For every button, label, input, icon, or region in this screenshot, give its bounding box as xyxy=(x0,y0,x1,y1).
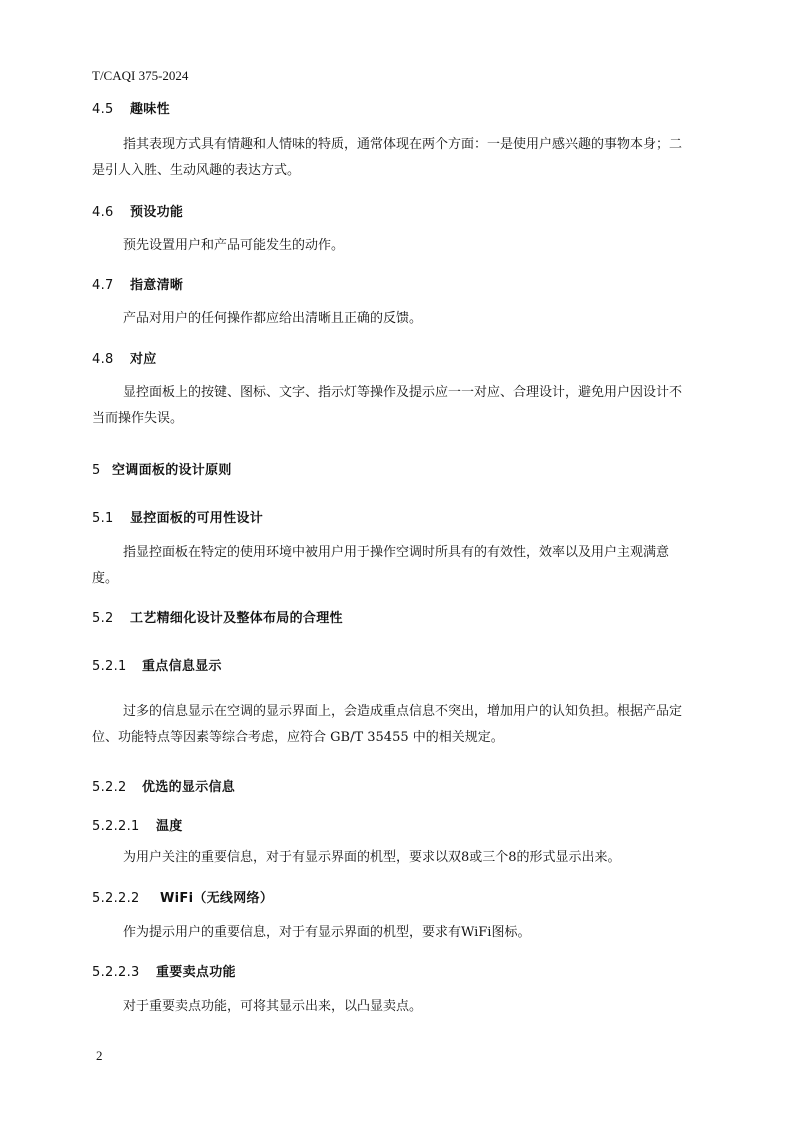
section-title: 指意清晰 xyxy=(130,278,184,293)
paragraph-5-2-1-line1: 过多的信息显示在空调的显示界面上，会造成重点信息不突出，增加用户的认知负担。根据产品定 xyxy=(123,704,683,719)
section-title: 工艺精细化设计及整体布局的合理性 xyxy=(130,611,343,626)
paragraph-5-1-line2: 度。 xyxy=(92,571,119,586)
heading-5-1 xyxy=(92,507,263,526)
paragraph-5-2-1-line2: 位、功能特点等因素等综合考虑，应符合 GB/T 35455 中的相关规定。 xyxy=(92,730,504,745)
paragraph-4-5-line1: 指其表现方式具有情趣和人情味的特质，通常体现在两个方面：一是使用户感兴趣的事物本身；二 xyxy=(123,137,683,152)
section-title: 预设功能 xyxy=(130,205,184,220)
paragraph-5-1-line1: 指显控面板在特定的使用环境中被用户用于操作空调时所具有的有效性，效率以及用户主观满意 xyxy=(123,545,670,560)
section-number: 4.8 xyxy=(92,352,114,367)
heading-5 xyxy=(92,459,232,478)
section-number: 5.2.2 xyxy=(92,780,127,795)
heading-4-5 xyxy=(92,98,170,117)
section-number: 5.2.1 xyxy=(92,659,127,674)
section-title: 趣味性 xyxy=(130,102,170,117)
section-number: 5.2 xyxy=(92,611,114,626)
heading-5-2-1 xyxy=(92,655,222,674)
section-number: 4.6 xyxy=(92,205,114,220)
paragraph-5-2-2-1: 为用户关注的重要信息，对于有显示界面的机型，要求以双8或三个8的形式显示出来。 xyxy=(123,850,621,865)
paragraph-4-8-line1: 显控面板上的按键、图标、文字、指示灯等操作及提示应一一对应、合理设计，避免用户因设计不 xyxy=(123,385,683,400)
section-number: 4.7 xyxy=(92,278,114,293)
paragraph-5-2-2-2: 作为提示用户的重要信息，对于有显示界面的机型，要求有WiFi图标。 xyxy=(123,925,531,940)
page-number: 2 xyxy=(96,1048,103,1063)
paragraph-5-2-2-3: 对于重要卖点功能，可将其显示出来，以凸显卖点。 xyxy=(123,999,423,1014)
section-number: 4.5 xyxy=(92,102,114,117)
heading-4-7 xyxy=(92,274,183,293)
section-title: 空调面板的设计原则 xyxy=(112,463,232,478)
section-number: 5.2.2.3 xyxy=(92,965,140,980)
heading-5-2-2-3 xyxy=(92,961,236,980)
heading-5-2-2-1 xyxy=(92,815,183,834)
standard-code-header: T/CAQI 375-2024 xyxy=(92,68,189,83)
section-number: 5.2.2.1 xyxy=(92,819,140,834)
heading-5-2 xyxy=(92,607,343,626)
heading-5-2-2-2 xyxy=(92,887,273,906)
section-title: 重点信息显示 xyxy=(142,659,222,674)
section-number: 5.2.2.2 xyxy=(92,891,140,906)
section-title: 优选的显示信息 xyxy=(142,780,236,795)
paragraph-4-6: 预先设置用户和产品可能发生的动作。 xyxy=(123,238,345,253)
heading-4-6 xyxy=(92,201,183,220)
section-title: 对应 xyxy=(130,352,157,367)
section-number: 5 xyxy=(92,463,101,478)
section-title: 重要卖点功能 xyxy=(156,965,236,980)
paragraph-4-5-line2: 是引人入胜、生动风趣的表达方式。 xyxy=(92,163,301,178)
paragraph-4-7: 产品对用户的任何操作都应给出清晰且正确的反馈。 xyxy=(123,311,423,326)
section-number: 5.1 xyxy=(92,511,114,526)
section-title: 温度 xyxy=(156,819,183,834)
paragraph-4-8-line2: 当而操作失误。 xyxy=(92,411,184,426)
heading-5-2-2 xyxy=(92,776,235,795)
heading-4-8 xyxy=(92,348,157,367)
section-title: 显控面板的可用性设计 xyxy=(130,511,264,526)
section-title: WiFi（无线网络） xyxy=(160,891,274,906)
